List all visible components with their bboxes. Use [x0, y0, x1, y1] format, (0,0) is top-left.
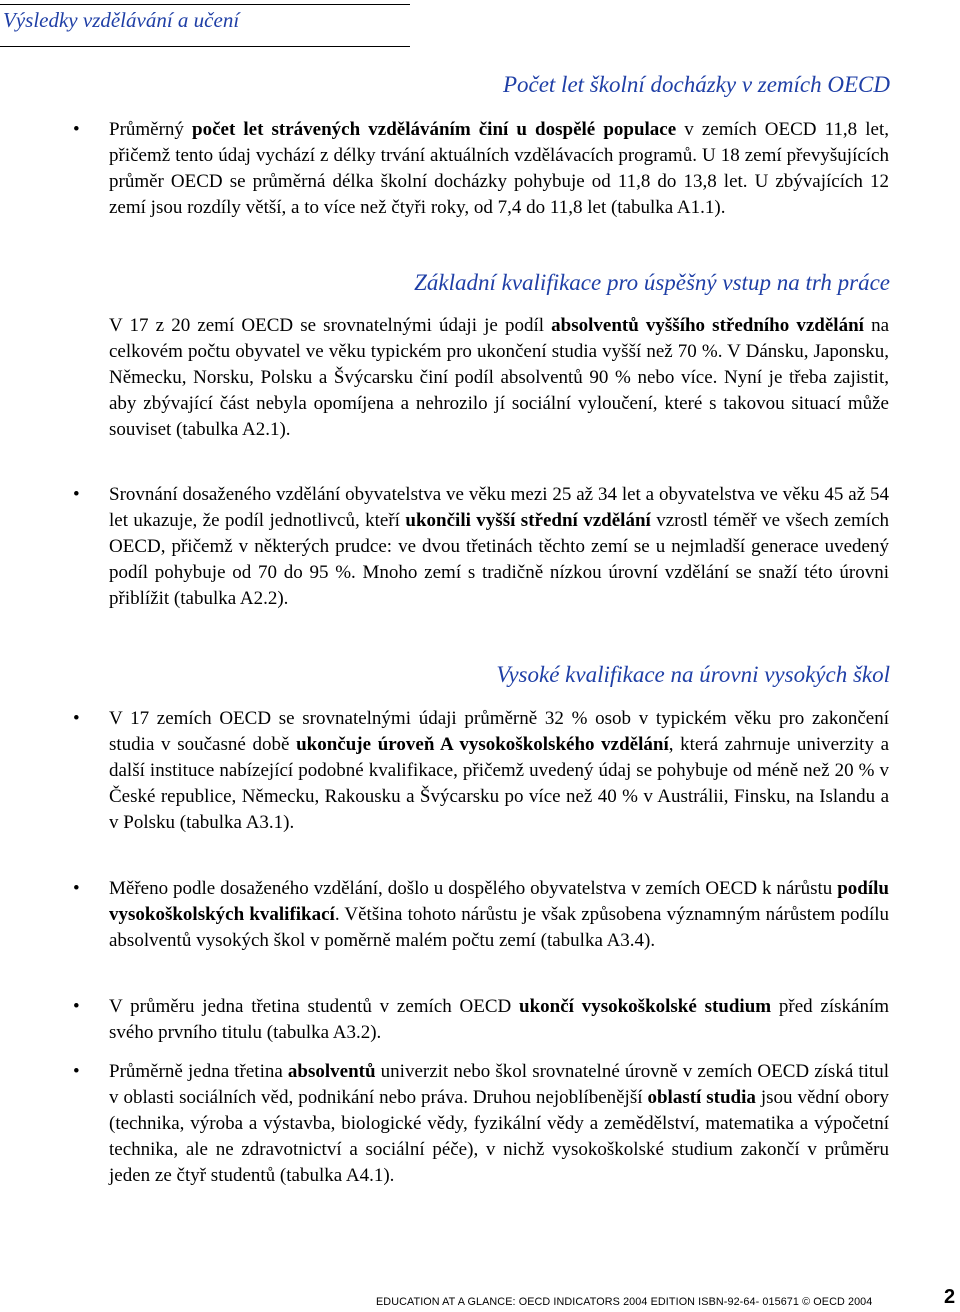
- paragraph-schooling-years: Průměrný počet let strávených vzděláváním činí u dospělé populace v zemích OECD 11,8 let, přičemž tento údaj vychází z délky trvání aktuálních vzdělávacích programů. U 18 zemí převyšujících průměr OECD se průměrná délka školní docházky pohybuje od 11,8 do 13,8 let. U zbývajících 12 zemí jsou rozdíly větší, a to více než čtyři roky, od 7,4 do 11,8 let (tabulka A1.1).: [109, 119, 889, 218]
- header-rule-top: [0, 4, 410, 5]
- paragraph-generation-comparison: Srovnání dosaženého vzdělání obyvatelstva ve věku mezi 25 až 34 let a obyvatelstva ve věku 45 až 54 let ukazuje, že podíl jednotlivců, kteří ukončili vyšší střední vzdělání vzrostl téměř ve všech zemích OECD, přičemž v některých prudce: ve dvou třetinách těchto zemí se u nejmladší generace uvedený podíl pohybuje od 70 do 95 %. Mnoho zemí s tradičně nízkou úrovní vzdělání se snaží této úrovni přiblížit (tabulka A2.2).: [109, 484, 889, 609]
- bullet-marker: •: [73, 878, 80, 899]
- paragraph-dropout: V průměru jedna třetina studentů v zemích OECD ukončí vysokoškolské studium před získáním svého prvního titulu (tabulka A3.2).: [109, 996, 890, 1043]
- page-number: 2: [944, 1286, 956, 1308]
- page-footer: EDUCATION AT A GLANCE: OECD INDICATORS 2004 EDITION ISBN-92-64- 015671 © OECD 2004: [376, 1296, 873, 1308]
- paragraph-upper-secondary-graduates: V 17 z 20 zemí OECD se srovnatelnými údaji je podíl absolventů vyššího středního vzdělání na celkovém počtu obyvatel ve věku typickém pro ukončení studia vyšší než 70 %. V Dánsku, Japonsku, Německu, Norsku, Polsku a Švýcarsku činí podíl absolventů 90 % nebo více. Nyní je třeba zajistit, aby zbývající část nebyla opomíjena a nehrozilo jí sociální vyloučení, které s takovou situací může souviset (tabulka A2.1).: [109, 315, 889, 440]
- running-header-title: Výsledky vzdělávání a učení: [3, 8, 240, 32]
- paragraph-fields-of-study: Průměrně jedna třetina absolventů univerzit nebo škol srovnatelné úrovně v zemích OECD získá titul v oblasti sociálních věd, podnikání nebo práva. Druhou nejoblíbenější oblastí studia jsou vědní obory (technika, výroba a výstavba, biologické vědy, fyzikální vědy a zemědělství, matematika a výpočetní technika, ale ne zdravotnictví a sociální péče), v nichž vysokoškolské studium zakončí v průměru jeden ze čtyř studentů (tabulka A4.1).: [109, 1061, 889, 1186]
- bullet-marker: •: [73, 996, 80, 1017]
- bullet-marker: •: [73, 119, 80, 140]
- header-rule-bottom: [0, 46, 410, 47]
- bullet-marker: •: [73, 708, 80, 729]
- section-title-basic-qualification: Základní kvalifikace pro úspěšný vstup na trh práce: [414, 270, 890, 295]
- section-title-schooling-years: Počet let školní docházky v zemích OECD: [502, 72, 890, 97]
- paragraph-tertiary-growth: Měřeno podle dosaženého vzdělání, došlo u dospělého obyvatelstva v zemích OECD k nárůstu podílu vysokoškolských kvalifikací. Většina tohoto nárůstu je však způsobena významným nárůstem podílu absolventů vysokých škol v poměrně malém počtu zemí (tabulka A3.4).: [109, 878, 890, 951]
- section-title-tertiary-qualification: Vysoké kvalifikace na úrovni vysokých škol: [496, 662, 890, 687]
- paragraph-tertiary-completion: V 17 zemích OECD se srovnatelnými údaji průměrně 32 % osob v typickém věku pro zakončení studia v současné době ukončuje úroveň A vysokoškolského vzdělání, která zahrnuje univerzity a další instituce nabízející podobné kvalifikace, přičemž uvedený údaj se pohybuje od méně než 20 % v České republice, Německu, Rakousku a Švýcarsku po více než 40 % v Austrálii, Finsku, na Islandu a v Polsku (tabulka A3.1).: [109, 708, 890, 833]
- bullet-marker: •: [73, 1061, 80, 1082]
- bullet-marker: •: [73, 484, 80, 505]
